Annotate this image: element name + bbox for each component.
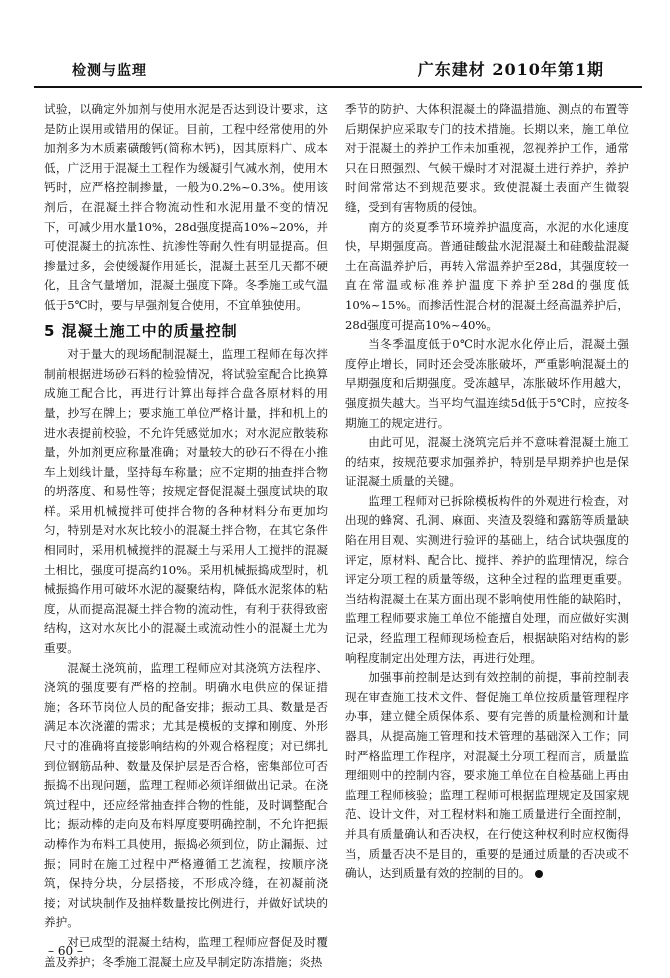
paragraph: 对于量大的现场配制混凝土，监理工程师在每次拌制前根据进场砂石料的检验情况，将试验室配合比换算成施工配合比，再进行计算出每拌合盘各原材料的用量，抄写在牌上；要求施工单位严格计量，拌和机上的进水表提前校验，不允许凭感觉加水；对水泥应散装称量，外加剂更应称量准确；对量较大的砂石不得在小推车上划线计量，坚持每车称量；应不定期的抽查拌合物的坍落度、和易性等；按规定督促混凝土强度试块的取样。采用机械搅拌可使拌合物的各种材料分布更加均匀，特别是对水灰比较小的混凝土拌合物，在其它条件相同时，采用机械搅拌的混凝土与采用人工搅拌的混凝土相比，强度可提高约10%。采用机械振捣成型时，机械振捣作用可破坏水泥的凝聚结构，降低水泥浆体的粘度，从而提高混凝土拌合物的流动性，有利于获得致密结构，这对水灰比小的混凝土或流动性小的混凝土尤为重要。 [44, 347, 328, 656]
page-header [34, 56, 642, 88]
paragraph: 当冬季温度低于0℃时水泥水化停止后，混凝土强度停止增长，同时还会受冻胀破坏，严重影响混凝土的早期强度和后期强度。受冻越早，冻胀破坏作用越大，强度损失越大。当平均气温连续5d低于5℃时，应按冬期施工的规定进行。 [345, 337, 629, 430]
paragraph-continued: 试验，以确定外加剂与使用水泥是否达到设计要求，这是防止误用或错用的保证。目前，工程中经常使用的外加剂多为木质素磺酸钙(简称木钙)，因其原料广、成本低，广泛用于混凝土工程作为缓凝引气减水剂，使用木钙时，应严格控制掺量，一般为0.2%~0.3%。使用该剂后，在混凝土拌合物流动性和水泥用量不变的情况下，可减少用水量10%，28d强度提高10%~20%，并可使混凝土的抗冻性、抗渗性等耐久性有明显提高。但掺量过多，会使缓凝作用延长，混凝土甚至几天都不硬化，且含气量增加，混凝土强度下降。冬季施工或气温低于5℃时，要与早强剂复合使用，不宜单独使用。 [44, 102, 328, 312]
paragraph-continued: 季节的防护、大体积混凝土的降温措施、测点的布置等后期保护应采取专门的技术措施。长期以来，施工单位对于混凝土的养护工作未加重视，忽视养护工作，通常只在日照强烈、气候干燥时才对混凝土进行养护，养护时间常常达不到规范要求。致使混凝土表面产生微裂缝，受到有害物质的侵蚀。 [345, 102, 629, 214]
paragraph: 监理工程师对已拆除模板构件的外观进行检查，对出现的蜂窝、孔洞、麻面、夹渣及裂缝和露筋等质量缺陷在用目观、实测进行验评的基础上，结合试块强度的评定，原材料、配合比、搅拌、养护的监理情况，综合评定分项工程的质量等级，这种全过程的监理更重要。当结构混凝土在某方面出现不影响使用性能的缺陷时，监理工程师要求施工单位不能擅自处理，而应做好实测记录，经监理工程师现场检查后，根据缺陷对结构的影响程度制定出处理方法，再进行处理。 [345, 493, 629, 665]
paragraph: 混凝土浇筑前，监理工程师应对其浇筑方法程序、浇筑的强度要有严格的控制。明确水电供应的保证措施；各环节岗位人员的配备安排；振动工具、数量是否满足本次浇灌的需求；尤其是模板的支撑和刚度、外形尺寸的准确将直接影响结构的外观合格程度；对已绑扎到位钢筋品种、数量及保护层是否合格，密集部位可否振捣不出现问题，监理工程师必须详细做出记录。在浇筑过程中，还应经常抽查拌合物的性能，及时调整配合比；振动棒的走向及布料厚度要明确控制，不允许把振动棒作为布料工具使用，振捣必须到位，防止漏振、过振；同时在施工过程中严格遵循工艺流程，按顺序浇筑，保持分块，分层搭接，不形成冷缝，在初凝前浇接；对试块制作及抽样数量按比例进行，并做好试块的养护。 [44, 660, 328, 930]
paragraph: 南方的炎夏季节环境养护温度高，水泥的水化速度快，早期强度高。普通硅酸盐水泥混凝土和硅酸盐混凝土在高温养护后，再转入常温养护至28d，其强度较一直在常温或标准养护温度下养护至28d的强度低10%~15%。而掺活性混合材的混凝土经高温养护后，28d强度可提高10%~40%。 [345, 219, 629, 332]
end-of-article-icon [535, 870, 543, 878]
paragraph: 对已成型的混凝土结构，监理工程师应督促及时覆盖及养护；冬季施工混凝土应及早制定防冻措施；炎热 [44, 934, 328, 969]
page-number: – 60 – [48, 944, 83, 958]
paragraph-final [345, 668, 629, 884]
right-column [345, 100, 629, 942]
section-title: 5 混凝土施工中的质量控制 [44, 321, 238, 340]
section-label: 检测与监理 [72, 63, 147, 79]
paragraph: 由此可见，混凝土浇筑完后并不意味着混凝土施工的结束，按规范要求加强养护，特别是早期养护也是保证混凝土质量的关键。 [345, 435, 629, 489]
journal-issue: 广东建材 2010年第1期 [417, 60, 604, 79]
paragraph-text: 加强事前控制是达到有效控制的前提，事前控制表现在审查施工技术文件、督促施工单位按质量管理程序办事，建立健全质保体系、要有完善的质量检测和计量器具，从提高施工管理和技术管理的基础深入工作；同时严格监理工作程序，对混凝土分项工程而言，质量监理细则中的控制内容，要求施工单位在自检基础上再由监理工程师核验；监理工程师可根据监理规定及国家规范、设计文件，对工程材料和施工质量进行全面控制，并具有质量确认和否决权，在行使这种权利时应权衡得当，质量否决不是目的，重要的是通过质量的否决或不确认，达到质量有效的控制的目的。 [345, 670, 629, 881]
